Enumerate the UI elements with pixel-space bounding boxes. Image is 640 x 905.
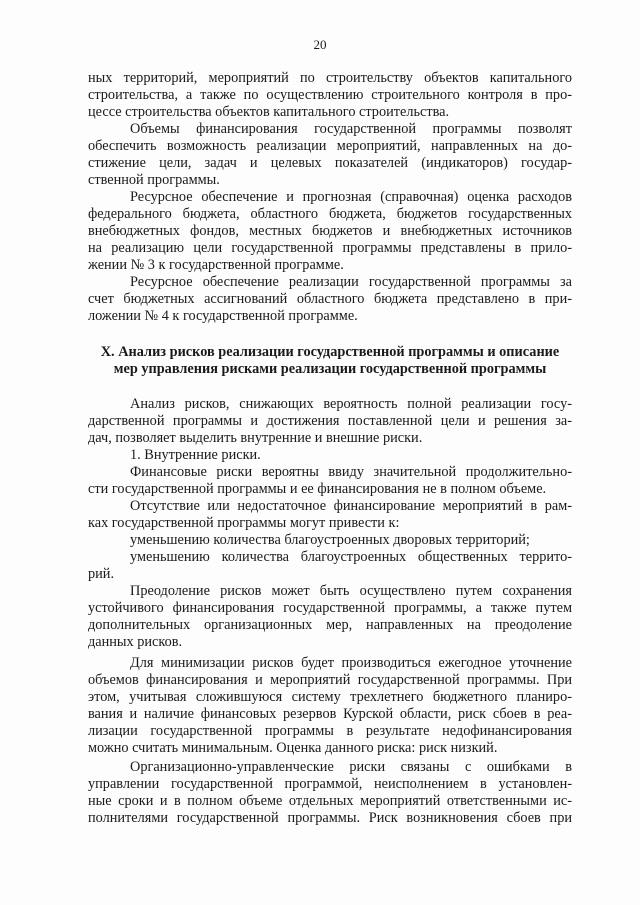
text-line: дач, позволяет выделить внутренние и внешние риски. (88, 430, 423, 446)
text-line: дополнительных организационных мер, направленных на преодоление (88, 617, 572, 633)
text-line: счет бюджетных ассигнований областного бюджета представлено в при- (88, 291, 572, 307)
paragraph-first-line: Ресурсное обеспечение и прогнозная (справочная) оценка расходов (130, 189, 572, 205)
page-number: 20 (313, 37, 327, 52)
text-line: федерального бюджета, областного бюджета, бюджетов государственных (88, 206, 572, 222)
text-line: лизации государственной программы в результате недофинансирования (88, 723, 572, 739)
paragraph-first-line: Финансовые риски вероятны ввиду значительной продолжительно- (130, 464, 572, 480)
text-line: сти государственной программы и ее финансирования не в полном объеме. (88, 481, 547, 497)
list-item: 1. Внутренние риски. (130, 447, 261, 463)
text-line: дарственной программы и достижения поставленной цели и решения за- (88, 413, 572, 429)
list-item: уменьшению количества благоустроенных дворовых территорий; (130, 532, 530, 548)
text-line: на реализацию цели государственной программы представлены в прило- (88, 240, 572, 256)
paragraph-first-line: Анализ рисков, снижающих вероятность полной реализации госу- (130, 396, 572, 412)
text-line: ках государственной программы могут привести к: (88, 515, 400, 531)
text-line: строительства, а также по осуществлению строительного контроля в про- (88, 87, 572, 103)
text-line: управлении государственной программой, неисполнением в установлен- (88, 776, 572, 792)
text-line: данных рисков. (88, 634, 183, 650)
section-heading: X. Анализ рисков реализации государственной программы и описание (100, 344, 560, 360)
text-line: обеспечить возможность реализации мероприятий, направленных на до- (88, 138, 572, 154)
text-line: объемов финансирования и мероприятий государственной программы. При (88, 672, 572, 688)
text-line: вания и наличие финансовых резервов Курской области, риск сбоев в реа- (88, 706, 572, 722)
text-line: устойчивого финансирования государственной программы, а также путем (88, 600, 572, 616)
paragraph-first-line: Преодоление рисков может быть осуществлено путем сохранения (130, 583, 572, 599)
paragraph-first-line: Отсутствие или недостаточное финансирование мероприятий в рам- (130, 498, 572, 514)
text-line: полнителями государственной программы. Риск возникновения сбоев при (88, 810, 572, 826)
text-line: цессе строительства объектов капитального строительства. (88, 104, 450, 120)
text-line: ложении № 4 к государственной программе. (88, 308, 358, 324)
section-heading: мер управления рисками реализации государственной программы (113, 361, 547, 377)
text-line: можно считать минимальным. Оценка данного риска: риск низкий. (88, 740, 498, 756)
text-line: стижение цели, задач и целевых показателей (индикаторов) государ- (88, 155, 572, 171)
text-line: ных территорий, мероприятий по строительству объектов капитального (88, 70, 572, 86)
paragraph-first-line: Организационно-управленческие риски связаны с ошибками в (130, 759, 572, 775)
text-line: жении № 3 к государственной программе. (88, 257, 344, 273)
paragraph-first-line: Ресурсное обеспечение реализации государственной программы за (130, 274, 572, 290)
text-line: рий. (88, 566, 115, 582)
text-line: этом, учитывая сложившуюся систему трехлетнего бюджетного планиро- (88, 689, 572, 705)
paragraph-first-line: Объемы финансирования государственной программы позволят (130, 121, 572, 137)
paragraph-first-line: Для минимизации рисков будет производиться ежегодное уточнение (130, 655, 572, 671)
list-item: уменьшению количества благоустроенных общественных террито- (130, 549, 572, 565)
text-line: ственной программы. (88, 172, 220, 188)
text-line: ные сроки и в полном объеме отдельных мероприятий ответственными ис- (88, 793, 572, 809)
text-line: внебюджетных фондов, местных бюджетов и внебюджетных источников (88, 223, 572, 239)
